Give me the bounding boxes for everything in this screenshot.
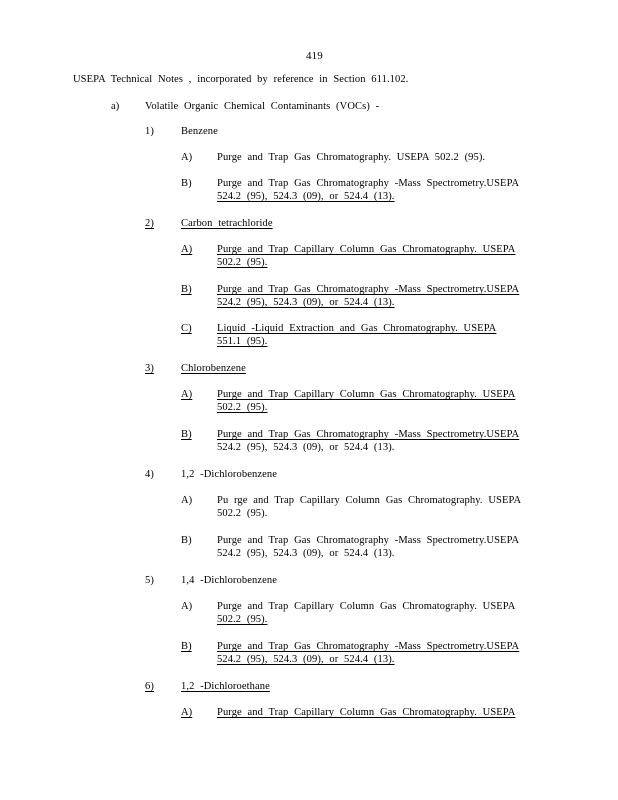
method-text-cont: 502.2 (95). <box>217 402 268 413</box>
method-letter: B) <box>181 178 192 189</box>
method-letter: C) <box>181 323 192 334</box>
item-name: Carbon tetrachloride <box>181 218 273 229</box>
method-letter: A) <box>181 495 193 506</box>
method-text: Purge and Trap Gas Chromatography. USEPA 502.2 (95). <box>217 152 486 163</box>
item-name: 1,2 -Dichlorobenzene <box>181 469 277 480</box>
section-label: a) <box>111 101 120 112</box>
item-name: Benzene <box>181 126 218 137</box>
item-number: 6) <box>145 681 154 692</box>
method-text: Liquid -Liquid Extraction and Gas Chromatography. USEPA <box>217 323 497 334</box>
method-text: Purge and Trap Gas Chromatography -Mass Spectrometry.USEPA <box>217 284 520 295</box>
method-text-cont: 524.2 (95), 524.3 (09), or 524.4 (13). <box>217 191 395 202</box>
item-number: 1) <box>145 126 154 137</box>
method-text-cont: 502.2 (95). <box>217 508 268 519</box>
method-text: Purge and Trap Capillary Column Gas Chromatography. USEPA <box>217 601 516 612</box>
method-text: Purge and Trap Gas Chromatography -Mass Spectrometry.USEPA <box>217 641 520 652</box>
method-text: Purge and Trap Capillary Column Gas Chromatography. USEPA <box>217 244 516 255</box>
method-text: Pu rge and Trap Capillary Column Gas Chromatography. USEPA <box>217 495 522 506</box>
method-text: Purge and Trap Gas Chromatography -Mass Spectrometry.USEPA <box>217 178 520 189</box>
method-text-cont: 524.2 (95), 524.3 (09), or 524.4 (13). <box>217 297 395 308</box>
item-number: 5) <box>145 575 154 586</box>
method-text-cont: 551.1 (95). <box>217 336 268 347</box>
item-number: 3) <box>145 363 154 374</box>
document-header: USEPA Technical Notes , incorporated by reference in Section 611.102. <box>73 74 409 85</box>
method-text: Purge and Trap Capillary Column Gas Chromatography. USEPA <box>217 389 516 400</box>
section-title: Volatile Organic Chemical Contaminants (VOCs) - <box>145 101 380 112</box>
method-letter: A) <box>181 601 193 612</box>
item-number: 4) <box>145 469 154 480</box>
method-text-cont: 502.2 (95). <box>217 614 268 625</box>
method-letter: B) <box>181 284 192 295</box>
method-text: Purge and Trap Gas Chromatography -Mass Spectrometry.USEPA <box>217 429 520 440</box>
method-letter: B) <box>181 429 192 440</box>
method-text-cont: 524.2 (95), 524.3 (09), or 524.4 (13). <box>217 442 395 453</box>
item-name: 1,2 -Dichloroethane <box>181 681 270 692</box>
method-text: Purge and Trap Capillary Column Gas Chromatography. USEPA <box>217 707 516 718</box>
method-letter: A) <box>181 152 193 163</box>
method-text-cont: 502.2 (95). <box>217 257 268 268</box>
method-letter: B) <box>181 535 192 546</box>
page-number: 419 <box>306 50 323 62</box>
item-name: 1,4 -Dichlorobenzene <box>181 575 277 586</box>
method-letter: A) <box>181 389 193 400</box>
method-text: Purge and Trap Gas Chromatography -Mass Spectrometry.USEPA <box>217 535 520 546</box>
item-name: Chlorobenzene <box>181 363 246 374</box>
method-letter: B) <box>181 641 192 652</box>
item-number: 2) <box>145 218 154 229</box>
method-letter: A) <box>181 244 193 255</box>
method-text-cont: 524.2 (95), 524.3 (09), or 524.4 (13). <box>217 654 395 665</box>
method-text-cont: 524.2 (95), 524.3 (09), or 524.4 (13). <box>217 548 395 559</box>
method-letter: A) <box>181 707 193 718</box>
